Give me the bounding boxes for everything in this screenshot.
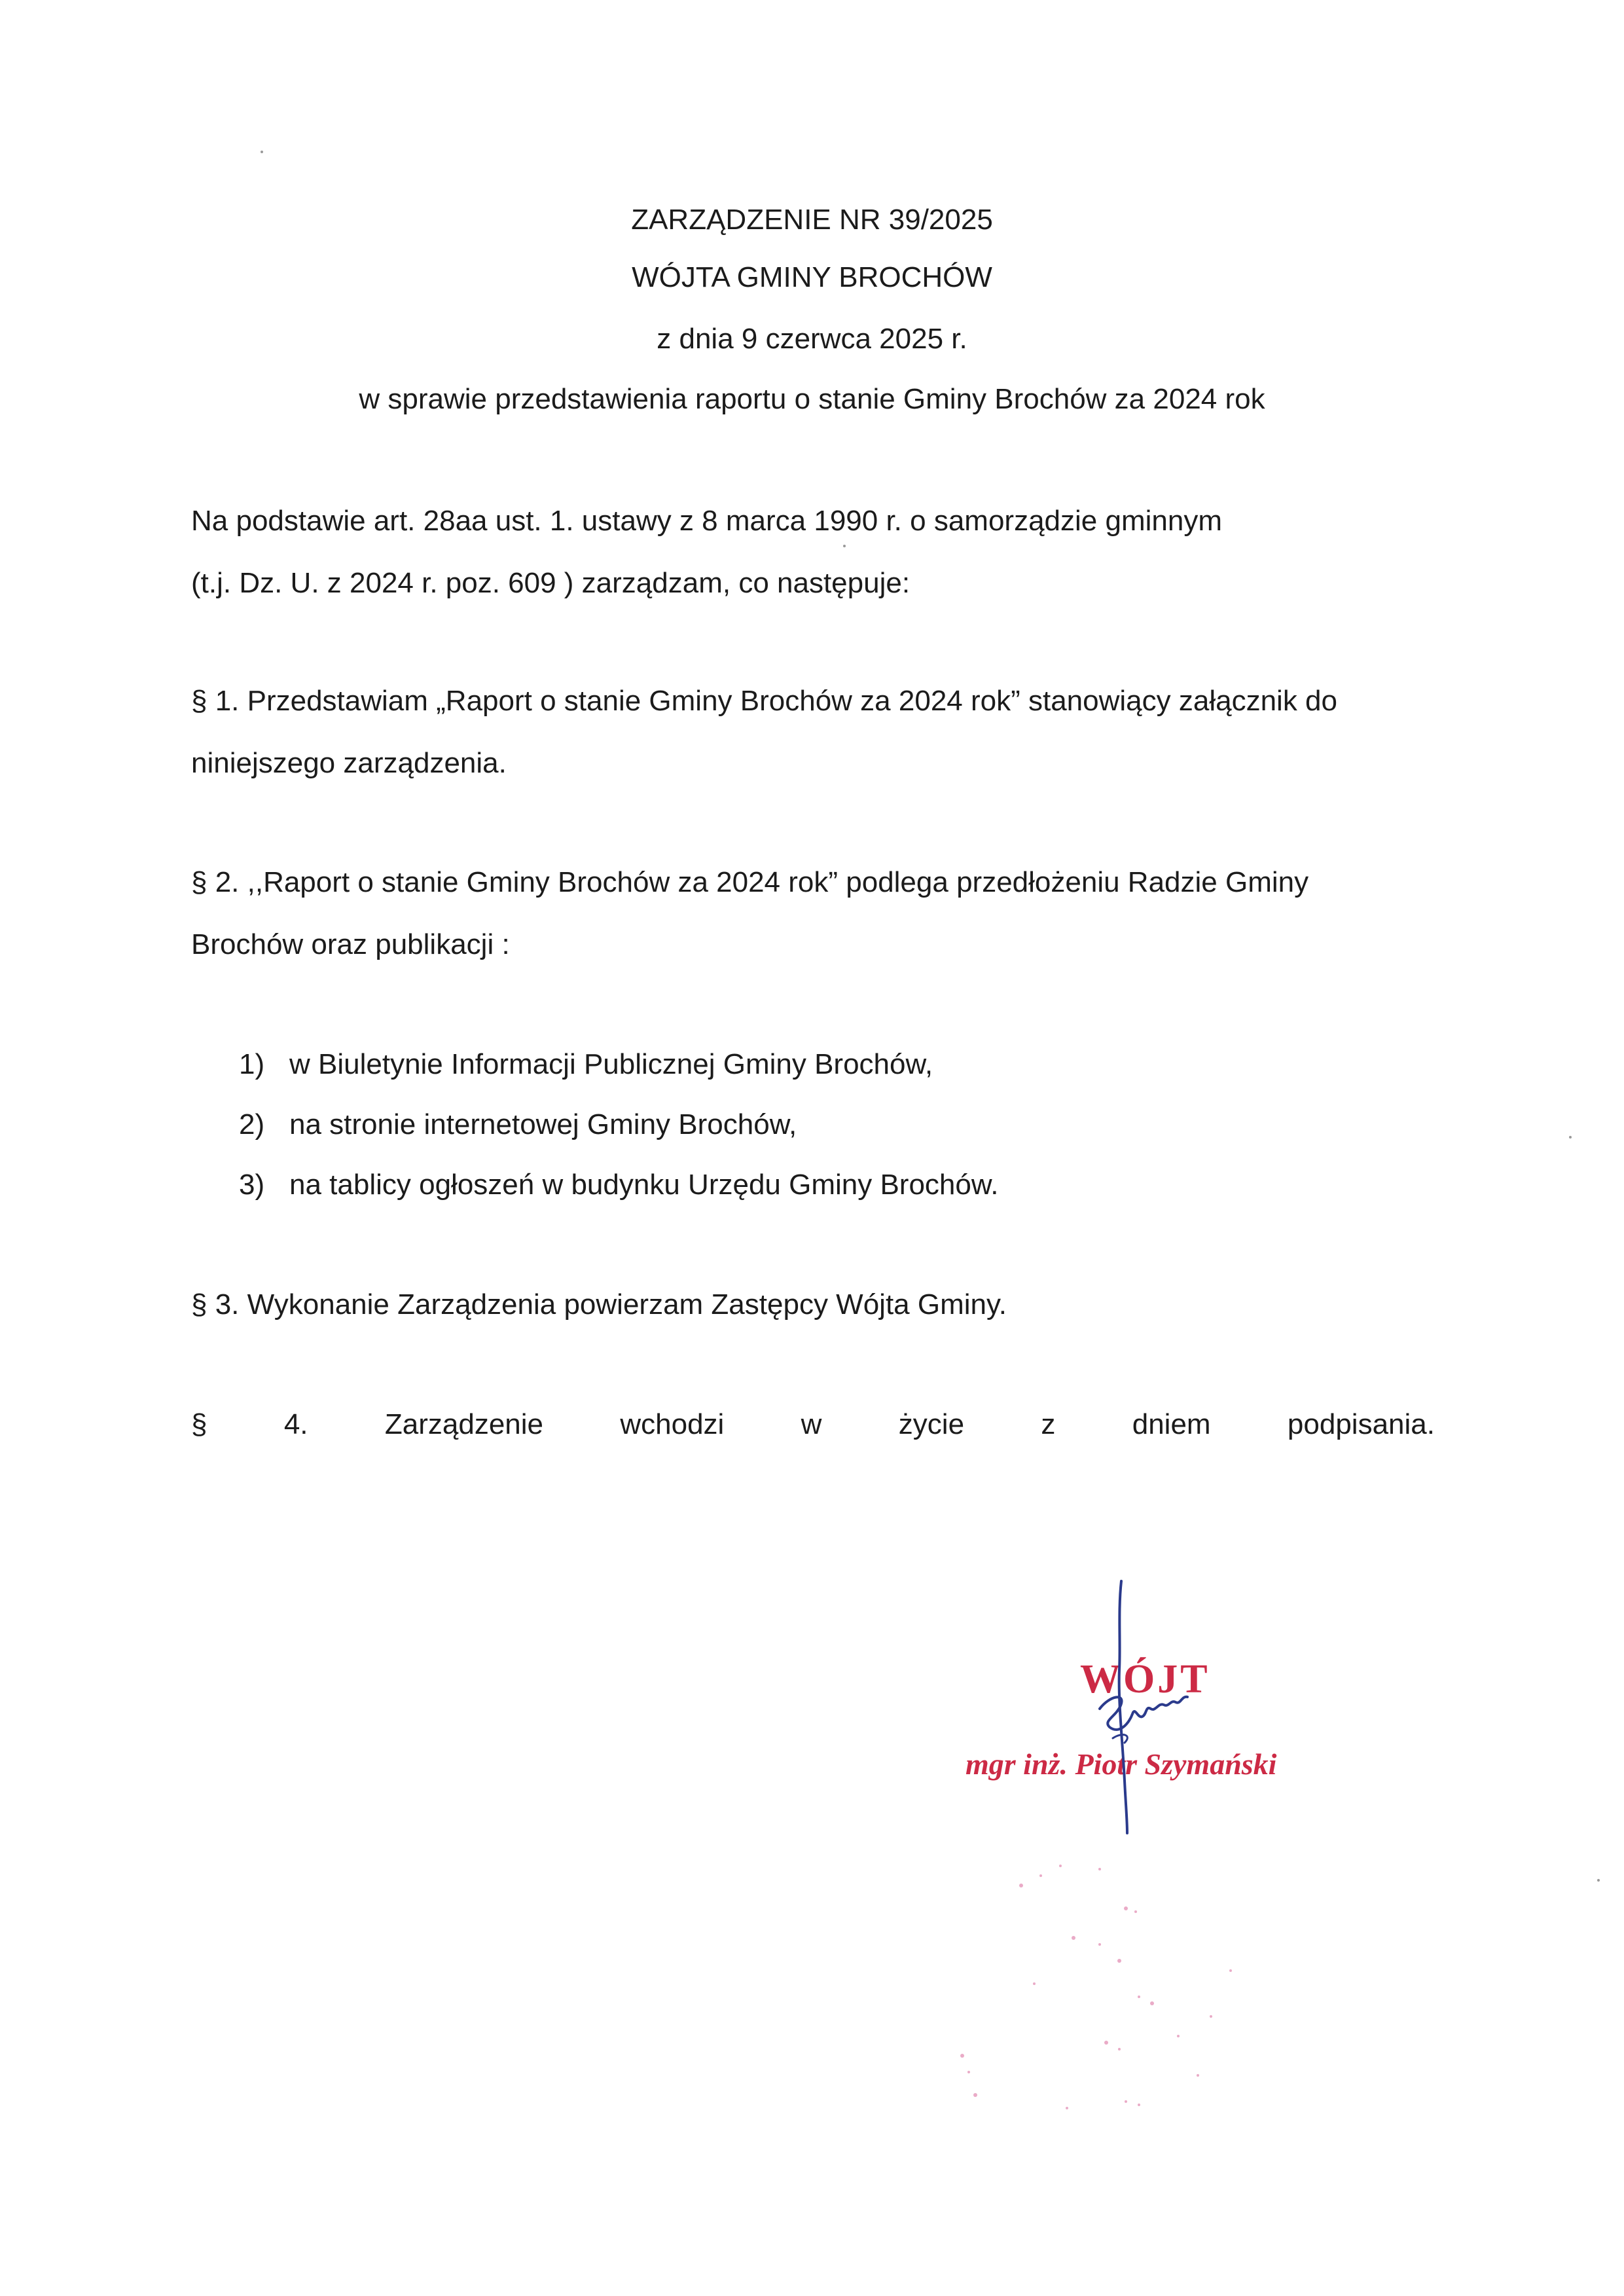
scan-speck — [843, 545, 846, 547]
section-2-line-1: § 2. ,,Raport o stanie Gminy Brochów za 2024 rok” podlega przedłożeniu Radzie Gminy — [191, 866, 1309, 898]
list-item-number: 3) — [239, 1169, 265, 1201]
list-item — [239, 1046, 933, 1083]
section-4-word: § — [191, 1408, 208, 1440]
document-title: ZARZĄDZENIE NR 39/2025 — [631, 204, 993, 236]
section-4-word: podpisania. — [1287, 1408, 1435, 1440]
section-4-line — [191, 1406, 1435, 1443]
section-3-line-1: § 3. Wykonanie Zarządzenia powierzam Zastępcy Wójta Gminy. — [191, 1288, 1007, 1321]
list-item-text: w Biuletynie Informacji Publicznej Gminy Brochów, — [289, 1048, 933, 1080]
section-4-word: wchodzi — [620, 1408, 725, 1440]
section-4-word: z — [1041, 1408, 1056, 1440]
stamp-name: mgr inż. Piotr Szymański — [965, 1747, 1277, 1781]
list-item — [239, 1167, 998, 1203]
preamble-line-2: (t.j. Dz. U. z 2024 r. poz. 609 ) zarządzam, co następuje: — [191, 567, 911, 599]
handwritten-signature — [1047, 1571, 1322, 1846]
preamble-line-1: Na podstawie art. 28aa ust. 1. ustawy z 8 marca 1990 r. o samorządzie gminnym — [191, 505, 1222, 537]
faint-seal-smudge — [903, 1846, 1296, 2160]
subject-line: w sprawie przedstawienia raportu o stanie Gminy Brochów za 2024 rok — [359, 383, 1265, 415]
date-line: z dnia 9 czerwca 2025 r. — [657, 323, 967, 355]
section-1-line-2: niniejszego zarządzenia. — [191, 747, 507, 779]
issuer-line: WÓJTA GMINY BROCHÓW — [632, 261, 992, 293]
scan-speck — [1597, 1879, 1600, 1882]
list-item-text: na tablicy ogłoszeń w budynku Urzędu Gminy Brochów. — [289, 1169, 999, 1201]
list-item-text: na stronie internetowej Gminy Brochów, — [289, 1108, 797, 1140]
section-4-word: w — [801, 1408, 822, 1440]
scan-speck — [1569, 1136, 1572, 1139]
list-item-number: 2) — [239, 1108, 265, 1140]
list-item-number: 1) — [239, 1048, 265, 1080]
section-4-word: 4. — [283, 1408, 308, 1440]
section-4-word: dniem — [1132, 1408, 1211, 1440]
stamp-title: WÓJT — [1080, 1657, 1210, 1702]
section-2-line-2: Brochów oraz publikacji : — [191, 928, 510, 960]
section-4-word: Zarządzenie — [384, 1408, 544, 1440]
section-4-word: życie — [898, 1408, 965, 1440]
scan-speck — [261, 151, 263, 153]
section-1-line-1: § 1. Przedstawiam „Raport o stanie Gminy Brochów za 2024 rok” stanowiący załącznik do — [191, 685, 1337, 717]
list-item — [239, 1106, 797, 1143]
